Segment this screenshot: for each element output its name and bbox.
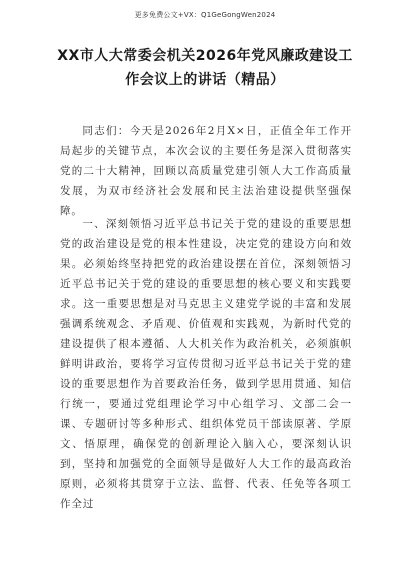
paragraph-2-text: 一、深刻领悟习近平总书记关于党的建设的重要思想党的政治建设是党的根本性建设，决定党的建设方向和效果。必须始终坚持把党的政治建设摆在首位，深刻领悟习近平总书记关于党的建设的重要思想的核心要义和实践要求。这一重要思想是对马克思主义建党学说的丰富和发展强调系统观念、矛盾观、价值观和实践观，为新时代党的建设提供了根本遵循、人大机关作为政治机关，必须旗帜鲜明讲政治，要将学习宣传贯彻习近平总书记关于党的建设的重要思想作为首要政治任务，做到学思用贯通、知信行统一，要通过党组理论学习中心组学习、文部二会一课、专题研讨等多种形式、组织体党员干部读原著、学原文、悟原理，确保党的创新理论入脑入心，要深刻认识到，坚持和加强党的全面领导是做好人大工作的最高政治原则，必须将其贯穿于立法、监督、代表、任免等各项工作全过 [60,218,352,510]
paragraph-1-text: 同志们：今天是2026年2月X×日，正值全年工作开局起步的关键节点，本次会议的主要任务是深入贯彻落实党的二十大精神，回顾以高质量党建引领人大工作高质量发展，为双市经济社会发展和民主法治建设提供坚强保障。 [60,125,352,217]
document-title: XX市人大常委会机关2026年党风廉政建设工作会议上的讲话（精品） [57,48,353,88]
header-note: 更多免费公文+VX：Q1GeGongWen2024 [134,11,276,19]
paragraph-2 [60,214,352,514]
paragraph-1 [60,121,352,221]
